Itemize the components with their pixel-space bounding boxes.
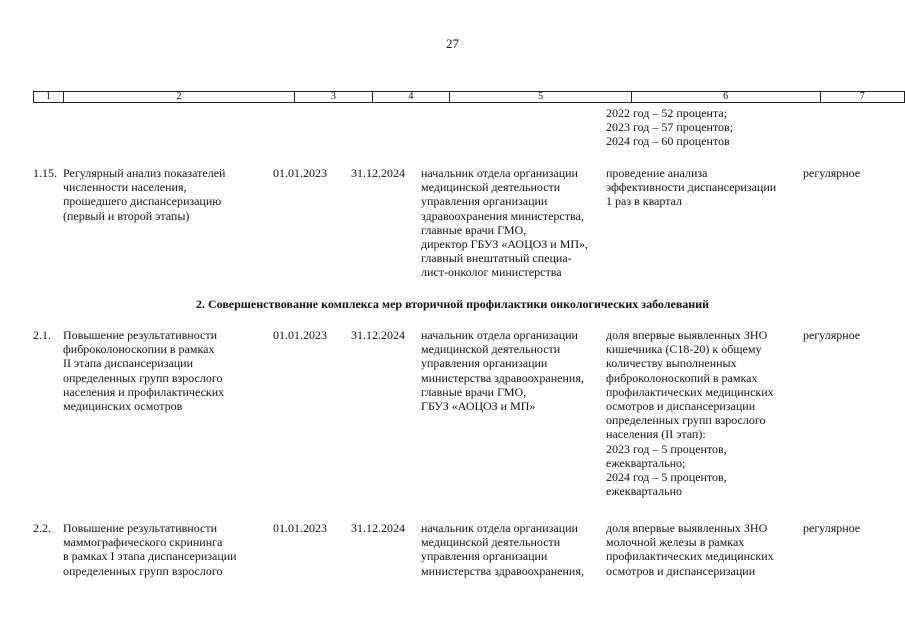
indicator-continuation: 2022 год – 52 процента; 2023 год – 57 процентов; 2024 год – 60 процентов bbox=[606, 106, 734, 149]
column-number-1: 1 bbox=[34, 92, 64, 103]
indicator: проведение анализа эффективности диспансеризации 1 раз в квартал bbox=[606, 166, 777, 209]
start-date: 01.01.2023 bbox=[273, 328, 327, 342]
end-date: 31.12.2024 bbox=[351, 166, 405, 180]
row-number: 1.15. bbox=[33, 166, 57, 180]
activity-name: Повышение результативности фиброколоноскопии в рамках II этапа диспансеризации определенных групп взрослого населения и профилактических медицинских осмотров bbox=[63, 328, 225, 414]
column-number-3: 3 bbox=[295, 92, 372, 103]
end-date: 31.12.2024 bbox=[351, 521, 405, 535]
row-number: 2.1. bbox=[33, 328, 51, 342]
periodicity: регулярное bbox=[803, 328, 861, 342]
column-number-7: 7 bbox=[820, 92, 905, 103]
table-header-row bbox=[33, 91, 905, 103]
activity-name: Регулярный анализ показателей численности населения, прошедшего диспансеризацию (первый и второй этапы) bbox=[63, 166, 226, 223]
start-date: 01.01.2023 bbox=[273, 166, 327, 180]
responsible: начальник отдела организации медицинской деятельности управления организации министерства здравоохранения, bbox=[421, 521, 584, 578]
column-number-4: 4 bbox=[372, 92, 449, 103]
column-number-2: 2 bbox=[63, 92, 294, 103]
start-date: 01.01.2023 bbox=[273, 521, 327, 535]
indicator: доля впервые выявленных ЗНО молочной железы в рамках профилактических медицинских осмотров и диспансеризации bbox=[606, 521, 774, 578]
page-number: 27 bbox=[446, 36, 459, 51]
indicator: доля впервые выявленных ЗНО кишечника (С18-20) к общему количеству выполненных фиброколоноскопий в рамках профилактических медицинских осмотров и диспансеризации определенных групп взрослого населения (II этап): 2023 год – 5 процентов, ежеквартально; 2024 год – 5 процентов, ежеквартально bbox=[606, 328, 774, 499]
responsible: начальник отдела организации медицинской деятельности управления организации министерства здравоохранения, главные врачи ГМО, ГБУЗ «АОЦОЗ и МП» bbox=[421, 328, 584, 414]
end-date: 31.12.2024 bbox=[351, 328, 405, 342]
responsible: начальник отдела организации медицинской деятельности управления организации здравоохранения министерства, главные врачи ГМО, директор ГБУЗ «АОЦОЗ и МП», главный внештатный специа- лист-онколог министерства bbox=[421, 166, 589, 280]
activity-name: Повышение результативности маммографического скрининга в рамках I этапа диспансеризации определенных групп взрослого bbox=[63, 521, 237, 578]
row-number: 2.2. bbox=[33, 521, 51, 535]
column-number-6: 6 bbox=[631, 92, 820, 103]
column-number-5: 5 bbox=[450, 92, 632, 103]
periodicity: регулярное bbox=[803, 166, 861, 180]
periodicity: регулярное bbox=[803, 521, 861, 535]
section-title: 2. Совершенствование комплекса мер вторичной профилактики онкологических заболеваний bbox=[195, 297, 710, 311]
